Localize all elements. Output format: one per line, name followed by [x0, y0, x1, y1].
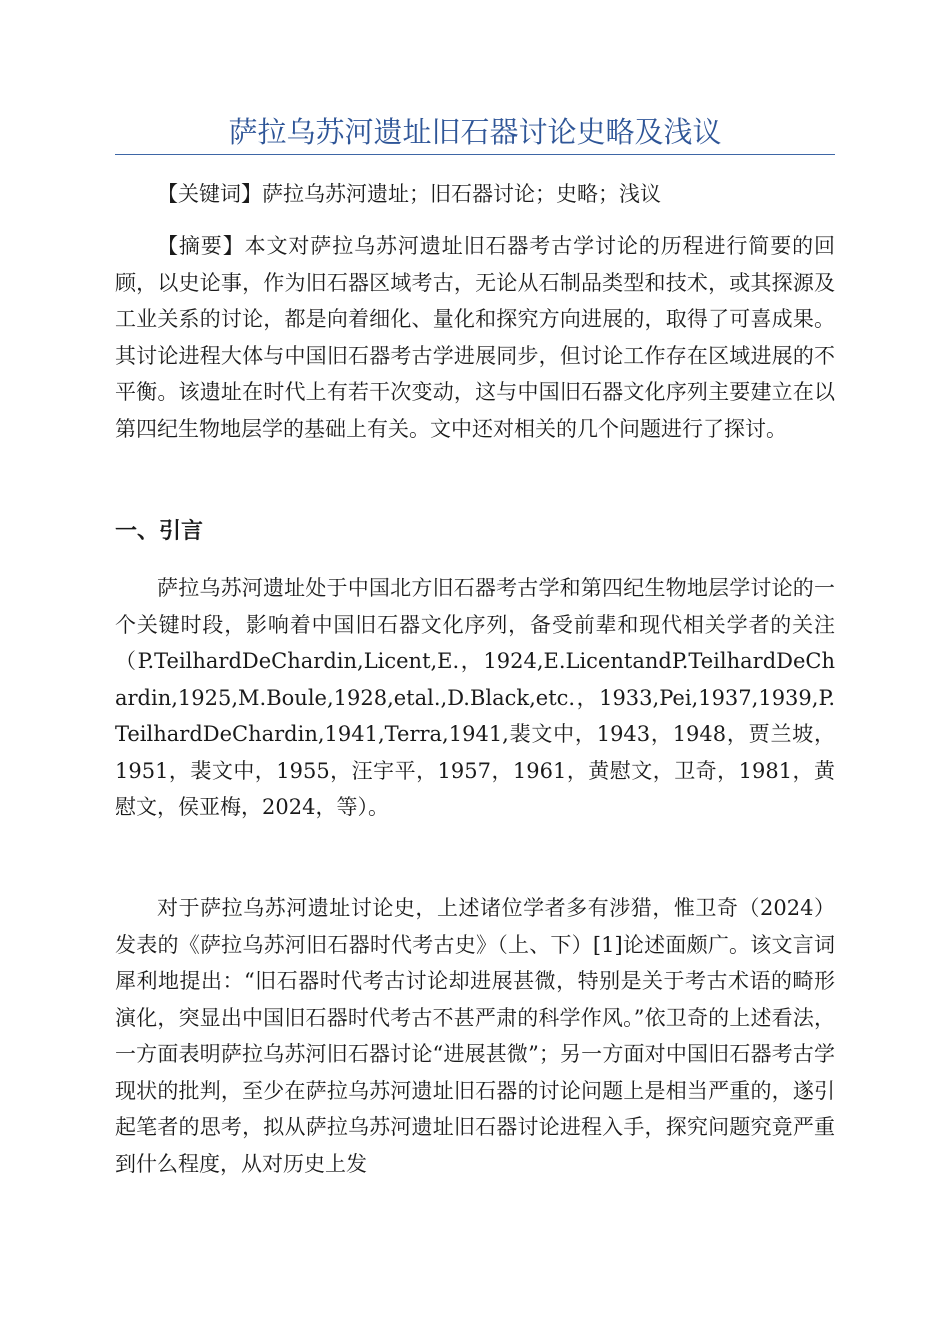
title-underline: [115, 154, 835, 155]
body-paragraph-1: 萨拉乌苏河遗址处于中国北方旧石器考古学和第四纪生物地层学讨论的一个关键时段，影响着中国旧石器文化序列，备受前辈和现代相关学者的关注（P.TeilhardDeChardin,Licent,E.，1924,E.LicentandP.TeilhardDeChardin,1925,M.Boule,1928,etal.,D.Black,etc.，1933,Pei,1937,1939,P.TeilhardDeChardin,1941,Terra,1941,裴文中，1943，1948，贾兰坡，1951，裴文中，1955，汪宇平，1957，1961，黄慰文，卫奇，1981，黄慰文，侯亚梅，2024，等）。: [115, 576, 835, 819]
keywords-line: 【关键词】萨拉乌苏河遗址；旧石器讨论；史略；浅议: [157, 182, 661, 206]
document-title: 萨拉乌苏河遗址旧石器讨论史略及浅议: [228, 115, 722, 149]
section-heading-introduction: 一、引言: [115, 519, 204, 544]
body-paragraph-2: 对于萨拉乌苏河遗址讨论史，上述诸位学者多有涉猎，惟卫奇（2024）发表的《萨拉乌苏河旧石器时代考古史》（上、下）[1]论述面颇广。该文言词犀利地提出：“旧石器时代考古讨论却进展甚微，特别是关于考古术语的畸形演化，突显出中国旧石器时代考古不甚严肃的科学作风。”依卫奇的上述看法，一方面表明萨拉乌苏河旧石器讨论“进展甚微”；另一方面对中国旧石器考古学现状的批判，至少在萨拉乌苏河遗址旧石器的讨论问题上是相当严重的，遂引起笔者的思考，拟从萨拉乌苏河遗址旧石器讨论进程入手，探究问题究竟严重到什么程度，从对历史上发: [115, 896, 835, 1176]
abstract-paragraph: 【摘要】本文对萨拉乌苏河遗址旧石器考古学讨论的历程进行简要的回顾，以史论事，作为旧石器区域考古，无论从石制品类型和技术，或其探源及工业关系的讨论，都是向着细化、量化和探究方向进展的，取得了可喜成果。其讨论进程大体与中国旧石器考古学进展同步，但讨论工作存在区域进展的不平衡。该遗址在时代上有若干次变动，这与中国旧石器文化序列主要建立在以第四纪生物地层学的基础上有关。文中还对相关的几个问题进行了探讨。: [115, 234, 835, 441]
